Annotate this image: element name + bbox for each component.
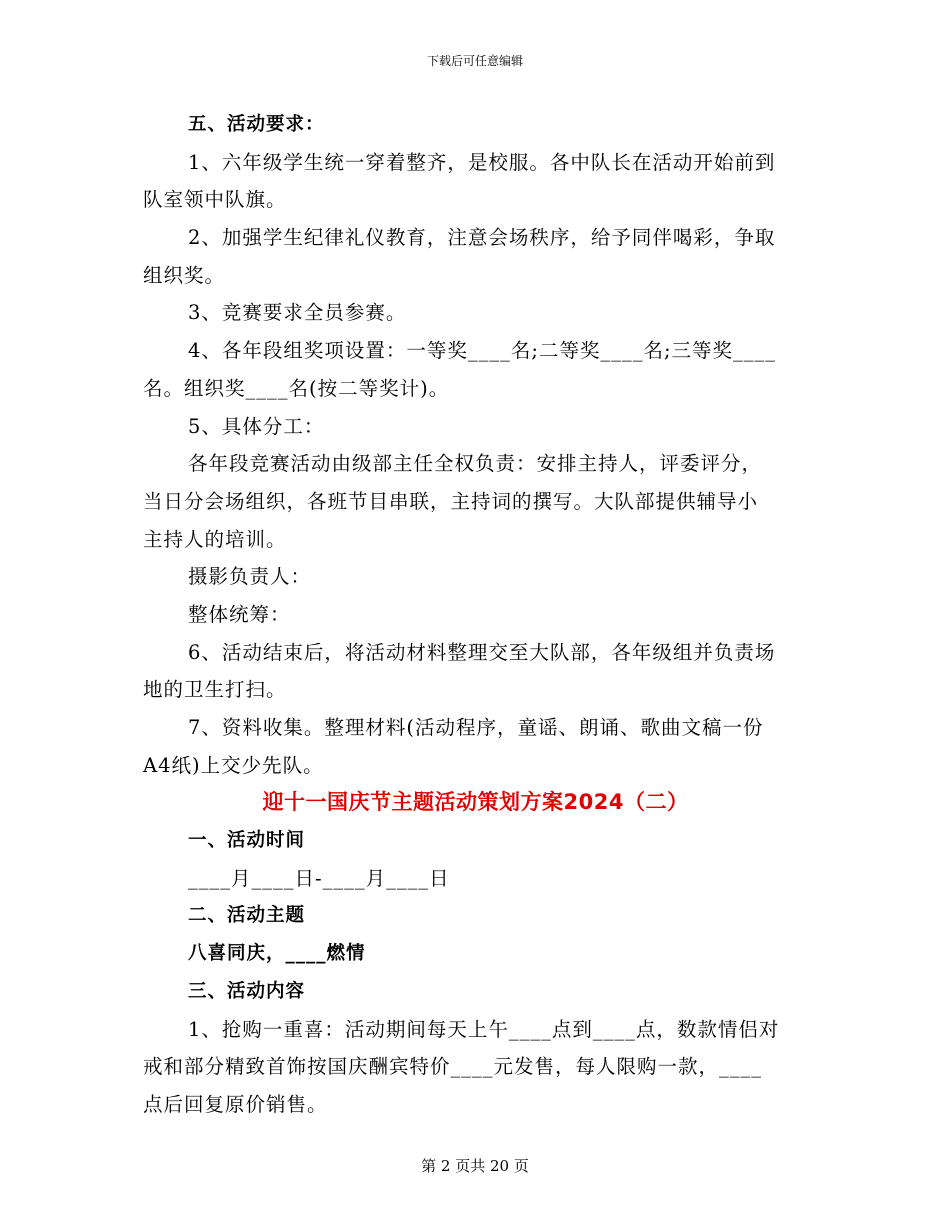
section-heading: 五、活动要求： — [188, 114, 325, 135]
section-heading: 二、活动主题 — [188, 905, 306, 927]
paragraph-line: 7、资料收集。整理材料(活动程序，童谣、朗诵、歌曲文稿一份 — [188, 716, 764, 739]
paragraph-line: 3、竞赛要求全员参赛。 — [188, 301, 407, 325]
paragraph-line: 队室领中队旗。 — [143, 188, 287, 212]
paragraph-line: 点后回复原价销售。 — [143, 1092, 328, 1116]
paragraph-line: 各年段竞赛活动由级部主任全权负责：安排主持人，评委评分， — [188, 452, 763, 476]
paragraph-line: A4纸)上交少先队。 — [143, 753, 324, 777]
document-body — [143, 106, 808, 1124]
paragraph-line: 组织奖。 — [143, 263, 226, 287]
section-heading: 一、活动时间 — [188, 830, 306, 852]
paragraph-line: 整体统筹： — [188, 602, 291, 626]
paragraph-line: 1、六年级学生统一穿着整齐，是校服。各中队长在活动开始前到 — [188, 150, 776, 174]
paragraph-line: 主持人的培训。 — [143, 527, 287, 551]
page-footer: 第 2 页共 20 页 — [421, 1157, 529, 1175]
paragraph-line: 5、具体分工： — [188, 414, 325, 438]
paragraph-line: ____月____日-____月____日 — [188, 866, 450, 890]
paragraph-line: 地的卫生打扫。 — [143, 678, 287, 702]
paragraph-line: 6、活动结束后，将活动材料整理交至大队部，各年级组并负责场 — [188, 640, 776, 664]
page-header: 下载后可任意编辑 — [426, 54, 523, 68]
paragraph-line: 4、各年段组奖项设置：一等奖____名;二等奖____名;三等奖____ — [188, 339, 777, 363]
paragraph-line: 2、加强学生纪律礼仪教育，注意会场秩序，给予同伴喝彩，争取 — [188, 226, 776, 250]
paragraph-line: 名。组织奖____名(按二等奖计)。 — [143, 376, 450, 400]
paragraph-line: 摄影负责人： — [188, 565, 312, 589]
paragraph-line: 当日分会场组织，各班节目串联，主持词的撰写。大队部提供辅导小 — [143, 489, 759, 513]
paragraph-line: 戒和部分精致首饰按国庆酬宾特价____元发售，每人限购一款，____ — [143, 1055, 763, 1079]
theme-line: 八喜同庆，____燃情 — [188, 943, 366, 965]
section-heading: 三、活动内容 — [188, 980, 306, 1002]
paragraph-line: 1、抢购一重喜：活动期间每天上午____点到____点，数款情侣对 — [188, 1017, 780, 1041]
document-title: 迎十一国庆节主题活动策划方案2024（二） — [262, 790, 689, 815]
